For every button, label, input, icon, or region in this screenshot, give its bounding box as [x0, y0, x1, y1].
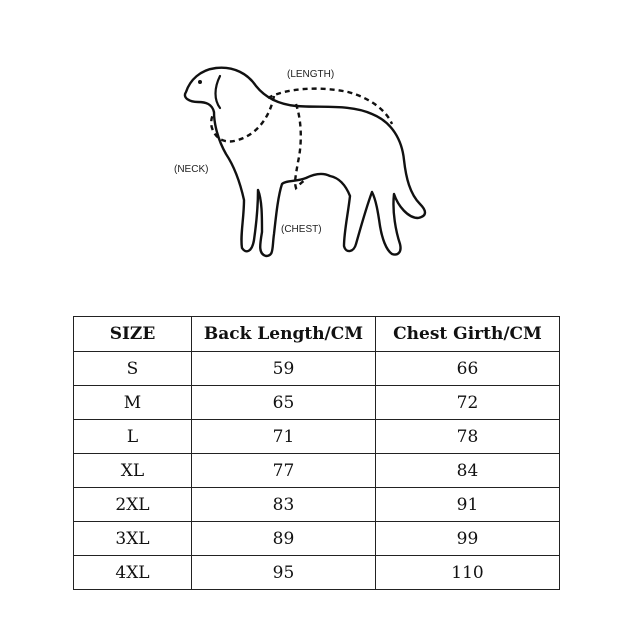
dog-measurement-diagram: [0, 0, 630, 290]
size-cell: XL: [74, 454, 192, 488]
table-row: [74, 386, 560, 420]
table-row: [74, 488, 560, 522]
chest-measure-line: [295, 104, 306, 188]
back-length-cell: 83: [192, 488, 376, 522]
chest-girth-cell: 91: [376, 488, 560, 522]
length-label: (LENGTH): [287, 69, 335, 80]
back-length-cell: 65: [192, 386, 376, 420]
chest-girth-cell: 110: [376, 556, 560, 590]
dog-eye: [198, 80, 202, 84]
dog-ear: [216, 76, 221, 108]
neck-label: (NECK): [174, 164, 209, 175]
chest-girth-cell: 78: [376, 420, 560, 454]
table-row: [74, 522, 560, 556]
size-cell: 3XL: [74, 522, 192, 556]
header-size: SIZE: [74, 317, 192, 352]
size-cell: S: [74, 352, 192, 386]
size-cell: 4XL: [74, 556, 192, 590]
back-length-cell: 71: [192, 420, 376, 454]
size-cell: 2XL: [74, 488, 192, 522]
table-row: [74, 352, 560, 386]
chest-girth-cell: 66: [376, 352, 560, 386]
dog-outline-illustration: [0, 0, 630, 290]
size-cell: M: [74, 386, 192, 420]
back-length-cell: 95: [192, 556, 376, 590]
table-row: [74, 556, 560, 590]
size-cell: L: [74, 420, 192, 454]
chest-girth-cell: 99: [376, 522, 560, 556]
back-length-cell: 59: [192, 352, 376, 386]
table-row: [74, 420, 560, 454]
header-back-length: Back Length/CM: [192, 317, 376, 352]
header-chest-girth: Chest Girth/CM: [376, 317, 560, 352]
table-row: [74, 454, 560, 488]
neck-measure-line: [211, 96, 274, 142]
back-length-cell: 77: [192, 454, 376, 488]
table-header-row: [74, 317, 560, 352]
back-length-cell: 89: [192, 522, 376, 556]
chest-girth-cell: 72: [376, 386, 560, 420]
chest-girth-cell: 84: [376, 454, 560, 488]
chest-label: (CHEST): [281, 224, 322, 235]
size-chart-table: [73, 316, 560, 590]
